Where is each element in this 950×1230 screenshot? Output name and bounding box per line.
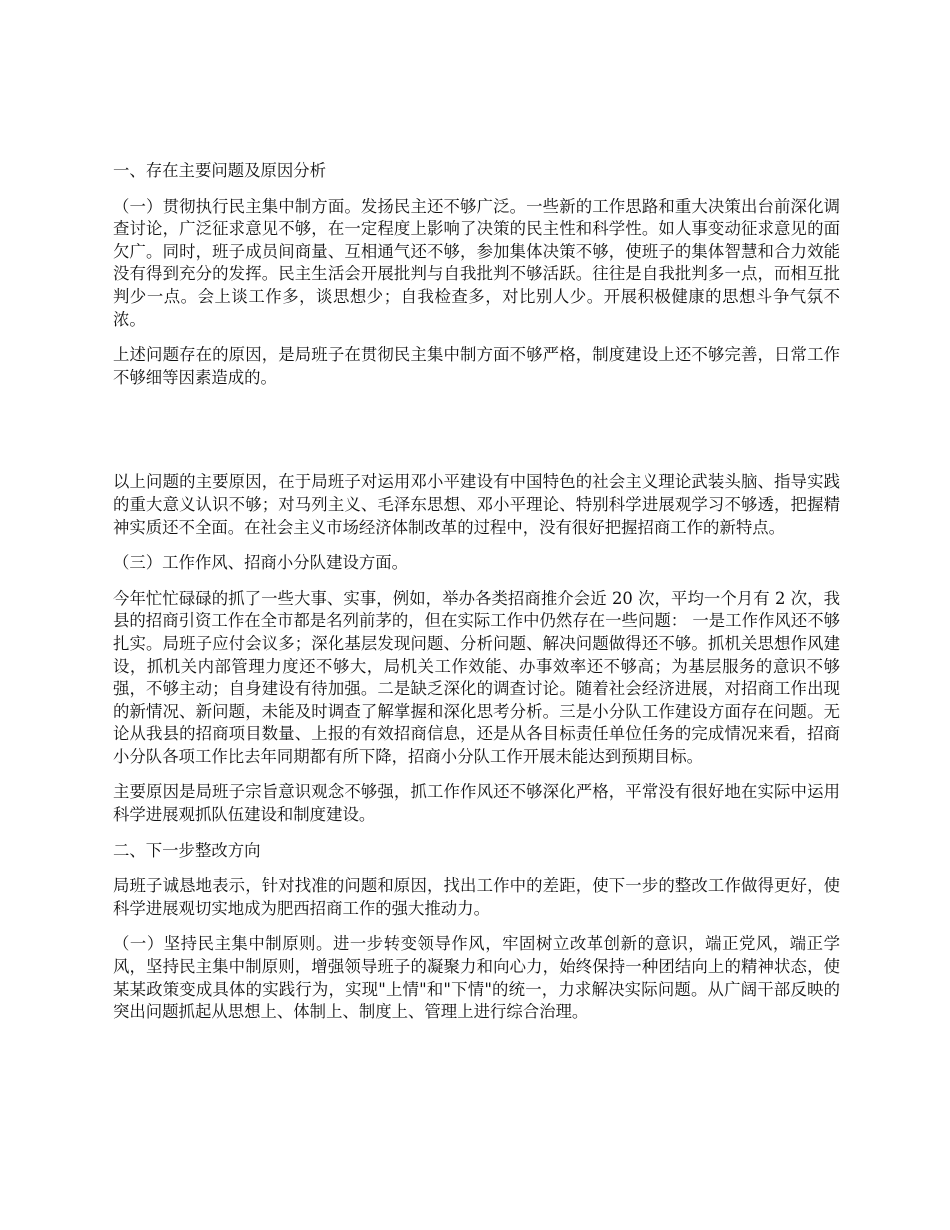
paragraph-cause-3: 主要原因是局班子宗旨意识观念不够强，抓工作作风还不够深化严格，平常没有很好地在实际中运用科学进展观抓队伍建设和制度建设。 [113, 782, 840, 825]
paragraph-work-style: 今年忙忙碌碌的抓了一些大事、实事，例如，举办各类招商推介会近 20 次，平均一个月有 2 次，我县的招商引资工作在全市都是名列前茅的，但在实际工作中仍然存在一些问题： 一是工作作风还不够扎实。局班子应付会议多；深化基层发现问题、分析问题、解决问题做得还不够。抓机关思想作风建设，抓机关内部管理力度还不够大，局机关工作效能、办事效率还不够高；为基层服务的意识不够强，不够主动；自身建设有待加强。二是缺乏深化的调查讨论。随着社会经济进展，对招商工作出现的新情况、新问题，未能及时调查了解掌握和深化思考分析。三是小分队工作建设方面存在问题。无论从我县的招商项目数量、上报的有效招商信息，还是从各目标责任单位任务的完成情况来看，招商小分队各项工作比去年同期都有所下降，招商小分队工作开展未能达到预期目标。 [113, 588, 840, 766]
paragraph-rectification-1: （一）坚持民主集中制原则。进一步转变领导作风，牢固树立改革创新的意识，端正党风，端正学风，坚持民主集中制原则，增强领导班子的凝聚力和向心力，始终保持一种团结向上的精神状态，使某某政策变成具体的实践行为，实现"上情"和"下情"的统一，力求解决实际问题。从广阔干部反映的突出问题抓起从思想上、体制上、制度上、管理上进行综合治理。 [113, 934, 840, 1022]
paragraph-cause-2: 以上问题的主要原因，在于局班子对运用邓小平建设有中国特色的社会主义理论武装头脑、指导实践的重大意义认识不够；对马列主义、毛泽东思想、邓小平理论、特别科学进展观学习不够透，把握精神实质还不全面。在社会主义市场经济体制改革的过程中，没有很好把握招商工作的新特点。 [113, 472, 840, 537]
document-body [113, 160, 840, 1037]
subheading-work-style: （三）工作作风、招商小分队建设方面。 [113, 553, 409, 573]
blank-space [113, 402, 840, 471]
section-heading-rectification: 二、下一步整改方向 [113, 840, 261, 860]
paragraph-democratic-centralism: （一）贯彻执行民主集中制方面。发扬民主还不够广泛。一些新的工作思路和重大决策出台前深化调查讨论，广泛征求意见不够，在一定程度上影响了决策的民主性和科学性。如人事变动征求意见的面欠广。同时，班子成员间商量、互相通气还不够，参加集体决策不够，使班子的集体智慧和合力效能没有得到充分的发挥。民主生活会开展批判与自我批判不够活跃。往往是自我批判多一点，而相互批判少一点。会上谈工作多，谈思想少；自我检查多，对比别人少。开展积极健康的思想斗争气氛不浓。 [113, 196, 840, 329]
paragraph-rectification-intro: 局班子诚恳地表示，针对找准的问题和原因，找出工作中的差距，使下一步的整改工作做得更好，使科学进展观切实地成为肥西招商工作的强大推动力。 [113, 876, 840, 918]
section-heading-problems: 一、存在主要问题及原因分析 [113, 161, 327, 180]
paragraph-cause-1: 上述问题存在的原因，是局班子在贯彻民主集中制方面不够严格，制度建设上还不够完善，日常工作不够细等因素造成的。 [113, 345, 840, 387]
